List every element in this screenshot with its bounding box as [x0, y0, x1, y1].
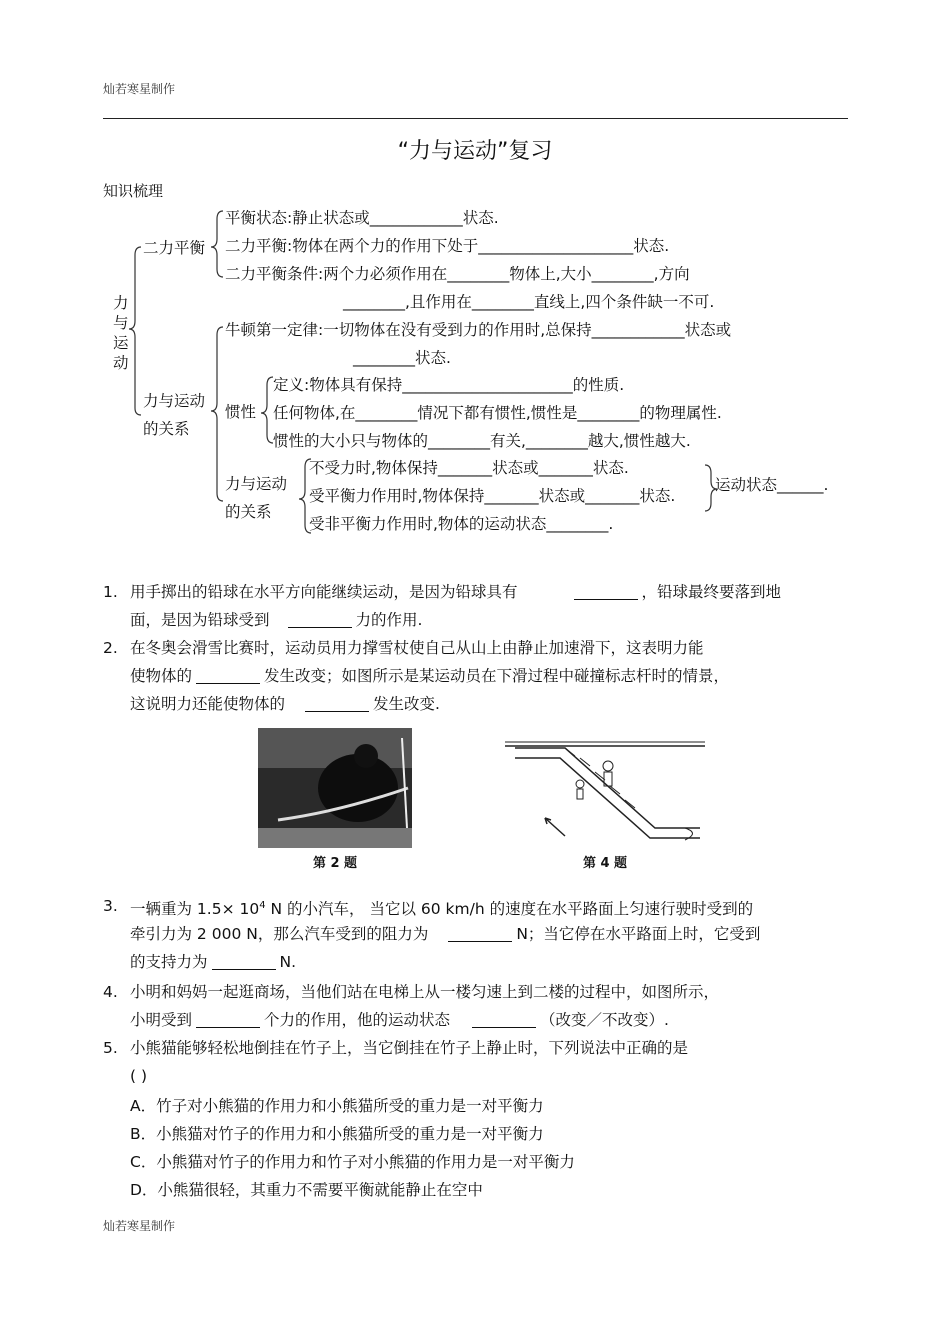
- option-a: A．竹子对小熊猫的作用力和小熊猫所受的重力是一对平衡力: [130, 1097, 544, 1115]
- relation-sub-b: 的关系: [225, 503, 272, 521]
- option-c: C．小熊猫对竹子的作用力和竹子对小熊猫的作用力是一对平衡力: [130, 1153, 575, 1171]
- branch-balance: 二力平衡: [143, 239, 206, 257]
- balance-line-2: 二力平衡:物体在两个力的作用下处于____________________状态.: [225, 237, 670, 255]
- balance-line-1: 平衡状态:静止状态或____________状态.: [225, 209, 499, 227]
- answer-blank: [196, 667, 260, 684]
- balance-line-4: ________,且作用在________直线上,四个条件缺一不可.: [343, 293, 715, 311]
- question-line: 一辆重为 $1.5\times 10^4$ N 的小汽车， 当它以 60 km/h 的速度在水平路面上匀速行驶时受到的: [130, 900, 754, 919]
- question-bracket: ( ): [130, 1067, 148, 1085]
- mindmap-root: [113, 294, 133, 372]
- root-char-1: 力: [113, 294, 129, 312]
- motion-state: 运动状态______.: [715, 476, 829, 494]
- relation-sub-a: 力与运动: [225, 475, 288, 493]
- question-line: 小明受到 个力的作用，他的运动状态 （改变／不改变）.: [130, 1011, 669, 1029]
- question-line: 小熊猫能够轻松地倒挂在竹子上，当它倒挂在竹子上静止时，下列说法中正确的是: [130, 1039, 689, 1057]
- page-title: “力与运动”复习: [397, 139, 553, 164]
- figure-2: [258, 728, 412, 876]
- inertia-line-2: 任何物体,在________情况下都有惯性,惯性是________的物理属性.: [273, 404, 722, 422]
- answer-blank: [305, 695, 369, 712]
- question-number: 1.: [103, 583, 118, 601]
- option-b: B．小熊猫对竹子的作用力和小熊猫所受的重力是一对平衡力: [130, 1125, 544, 1143]
- answer-blank: [472, 1011, 536, 1028]
- newton-line-1: 牛顿第一定律:一切物体在没有受到力的作用时,总保持____________状态或: [225, 321, 732, 339]
- question-line: 的支持力为 N.: [130, 953, 297, 971]
- root-char-4: 动: [113, 354, 129, 372]
- inertia-line-1: 定义:物体具有保持______________________的性质.: [273, 376, 625, 394]
- balance-line-3: 二力平衡条件:两个力必须作用在________物体上,大小________,方向: [225, 265, 690, 283]
- question-number: 3.: [103, 897, 118, 915]
- section-heading: 知识梳理: [103, 182, 164, 200]
- skier-image: [258, 728, 412, 848]
- relation-line-3: 受非平衡力作用时,物体的运动状态________.: [309, 515, 614, 533]
- figure-4-caption: 第 4 题: [582, 856, 628, 871]
- root-char-3: 运: [113, 334, 129, 352]
- answer-blank: [196, 1011, 260, 1028]
- question-line: 使物体的 发生改变；如图所示是某运动员在下滑过程中碰撞标志杆时的情景，: [130, 667, 730, 685]
- branch-relation-b: 的关系: [143, 420, 190, 438]
- question-line: 在冬奥会滑雪比赛时，运动员用力撑雪杖使自己从山上由静止加速滑下，这表明力能: [130, 639, 704, 657]
- relation-line-2: 受平衡力作用时,物体保持_______状态或_______状态.: [309, 487, 676, 505]
- root-char-2: 与: [113, 314, 129, 332]
- question-line: 牵引力为 2 000 N，那么汽车受到的阻力为 N；当它停在水平路面上时，它受到: [130, 925, 761, 943]
- figure-2-caption: 第 2 题: [312, 856, 358, 871]
- question-number: 5.: [103, 1039, 118, 1057]
- header-rule: [103, 118, 848, 119]
- newton-line-2: ________状态.: [353, 349, 451, 367]
- question-line: 用手掷出的铅球在水平方向能继续运动，是因为铅球具有 ，铅球最终要落到地: [130, 583, 782, 601]
- branch-relation-a: 力与运动: [143, 392, 206, 410]
- answer-blank: [574, 583, 638, 600]
- answer-blank: [448, 925, 512, 942]
- figure-4: [505, 728, 705, 876]
- option-d: D．小熊猫很轻，其重力不需要平衡就能静止在空中: [130, 1181, 483, 1199]
- question-line: 这说明力还能使物体的 发生改变.: [130, 695, 440, 713]
- page-header: 灿若寒星制作: [103, 82, 176, 96]
- escalator-image: [505, 728, 705, 848]
- page-footer: 灿若寒星制作: [103, 1219, 176, 1233]
- relation-brace: [211, 327, 223, 501]
- inertia-label: 惯性: [225, 403, 257, 421]
- question-number: 2.: [103, 639, 118, 657]
- answer-blank: [288, 611, 352, 628]
- inertia-brace: [261, 377, 273, 443]
- relation-line-1: 不受力时,物体保持_______状态或_______状态.: [309, 459, 629, 477]
- question-line: 小明和妈妈一起逛商场，当他们站在电梯上从一楼匀速上到二楼的过程中，如图所示，: [130, 983, 720, 1001]
- balance-brace: [211, 211, 223, 277]
- answer-blank: [212, 953, 276, 970]
- question-line: 面，是因为铅球受到 力的作用.: [130, 611, 423, 629]
- inertia-line-3: 惯性的大小只与物体的________有关,________越大,惯性越大.: [273, 432, 691, 450]
- knowledge-mindmap: [103, 203, 848, 543]
- question-number: 4.: [103, 983, 118, 1001]
